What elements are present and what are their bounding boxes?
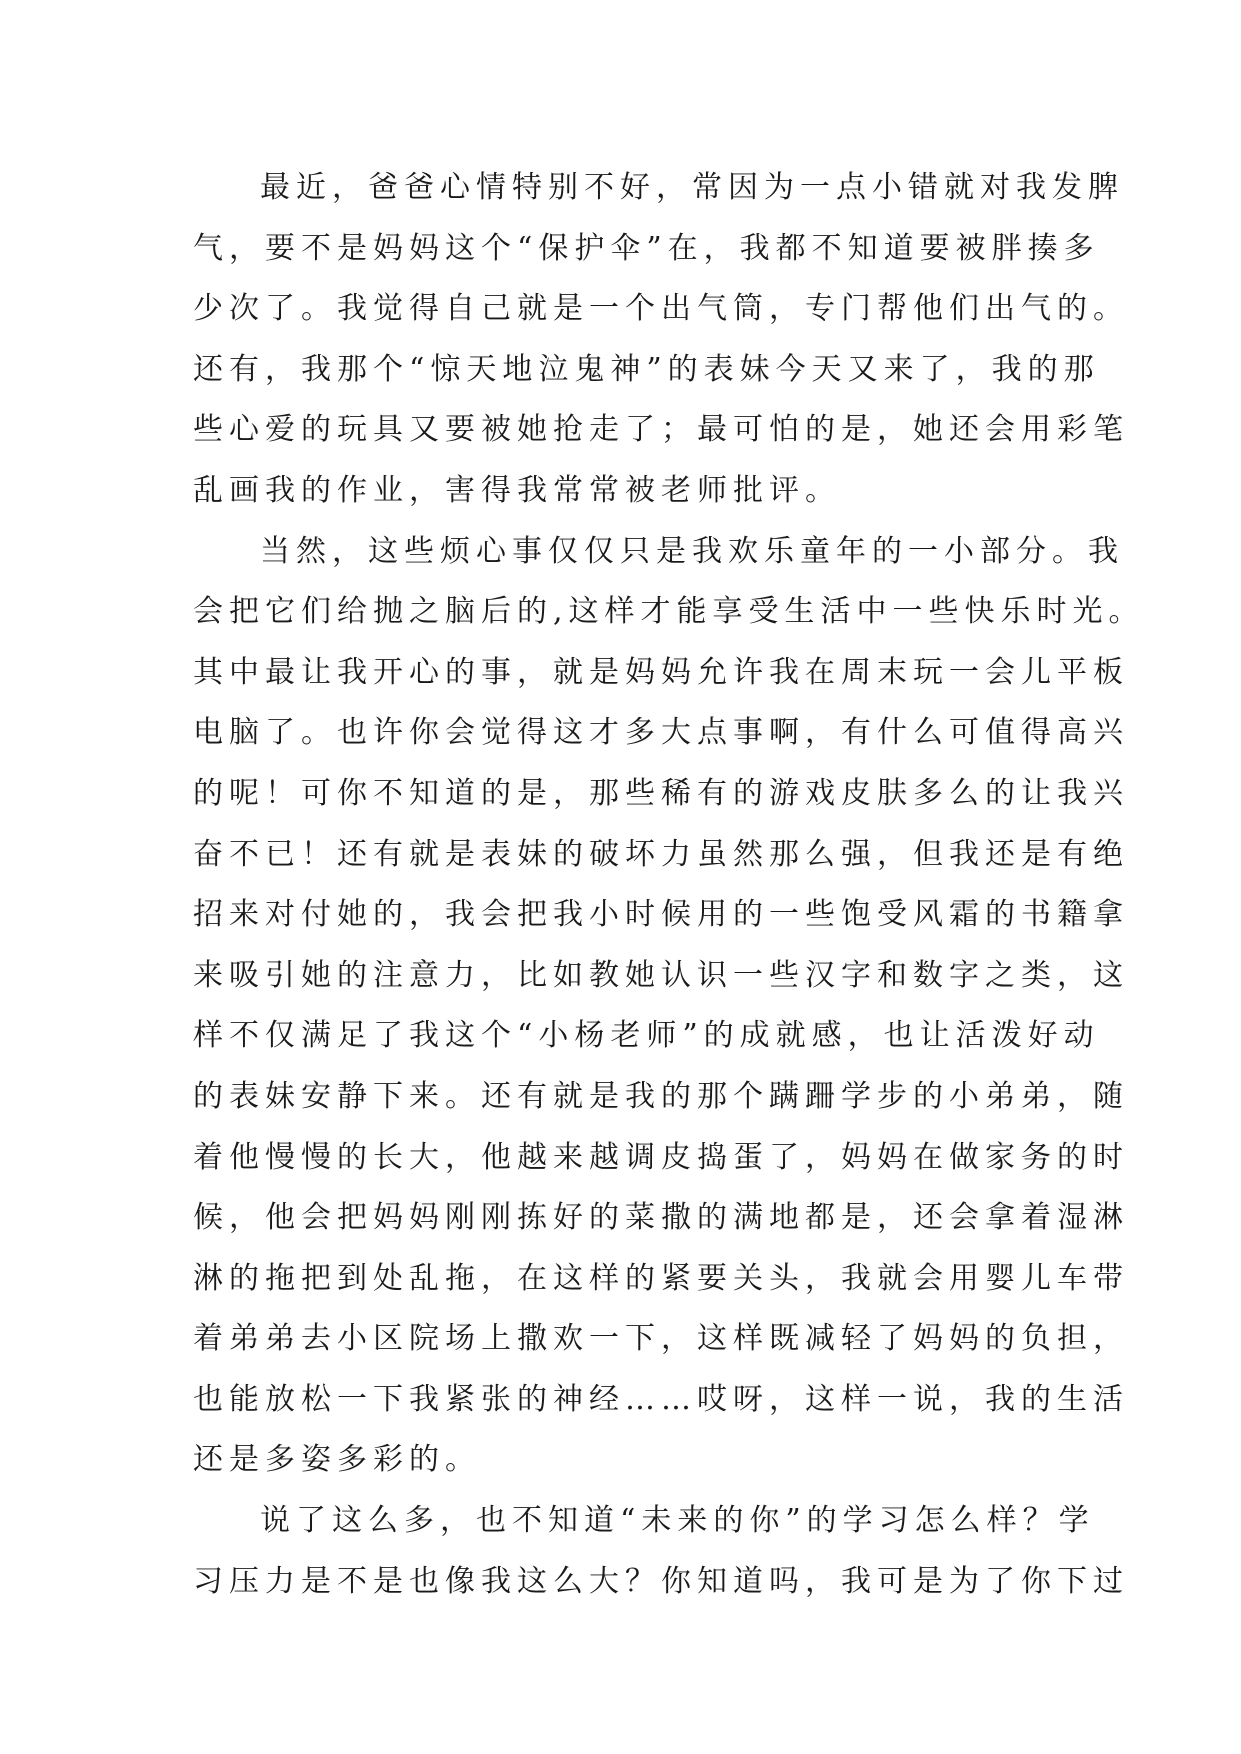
text-line: 其中最让我开心的事，就是妈妈允许我在周末玩一会儿平板	[193, 654, 1129, 690]
text-line: 的表妹安静下来。还有就是我的那个蹒跚学步的小弟弟，随	[193, 1078, 1129, 1114]
text-line: 少次了。我觉得自己就是一个出气筒，专门帮他们出气的。	[193, 291, 1129, 327]
text-line: 着他慢慢的长大，他越来越调皮捣蛋了，妈妈在做家务的时	[193, 1139, 1129, 1175]
text-line: 电脑了。也许你会觉得这才多大点事啊，有什么可值得高兴	[193, 715, 1129, 751]
text-line: 当然，这些烦心事仅仅只是我欢乐童年的一小部分。我	[260, 533, 1124, 569]
text-line: 着弟弟去小区院场上撒欢一下，这样既减轻了妈妈的负担，	[193, 1321, 1129, 1357]
text-line: 会把它们给抛之脑后的,这样才能享受生活中一些快乐时光。	[193, 594, 1145, 630]
text-line: 最近，爸爸心情特别不好，常因为一点小错就对我发脾	[260, 170, 1124, 205]
text-line: 来吸引她的注意力，比如教她认识一些汉字和数字之类，这	[193, 957, 1129, 993]
text-line: 乱画我的作业，害得我常常被老师批评。	[193, 472, 841, 508]
text-line: 候，他会把妈妈刚刚拣好的菜撒的满地都是，还会拿着湿淋	[193, 1200, 1129, 1236]
text-line: 淋的拖把到处乱拖，在这样的紧要关头，我就会用婴儿车带	[193, 1260, 1129, 1296]
text-line: 样不仅满足了我这个“小杨老师”的成就感，也让活泼好动	[193, 1018, 1100, 1054]
text-line: 奋不已！还有就是表妹的破坏力虽然那么强，但我还是有绝	[193, 836, 1129, 872]
text-line: 气，要不是妈妈这个“保护伞”在，我都不知道要被胖揍多	[193, 230, 1100, 266]
text-line: 习压力是不是也像我这么大？你知道吗，我可是为了你下过	[193, 1563, 1129, 1599]
text-line: 些心爱的玩具又要被她抢走了；最可怕的是，她还会用彩笔	[193, 412, 1129, 448]
text-line: 还是多姿多彩的。	[193, 1442, 481, 1478]
text-line: 还有，我那个“惊天地泣鬼神”的表妹今天又来了，我的那	[193, 351, 1100, 387]
letter-body	[193, 158, 1145, 1612]
text-line: 也能放松一下我紧张的神经……哎呀，这样一说，我的生活	[193, 1381, 1129, 1417]
text-line: 的呢！可你不知道的是，那些稀有的游戏皮肤多么的让我兴	[193, 775, 1129, 811]
text-line: 招来对付她的，我会把我小时候用的一些饱受风霜的书籍拿	[193, 897, 1129, 933]
text-line: 说了这么多，也不知道“未来的你”的学习怎么样？学	[260, 1503, 1095, 1539]
